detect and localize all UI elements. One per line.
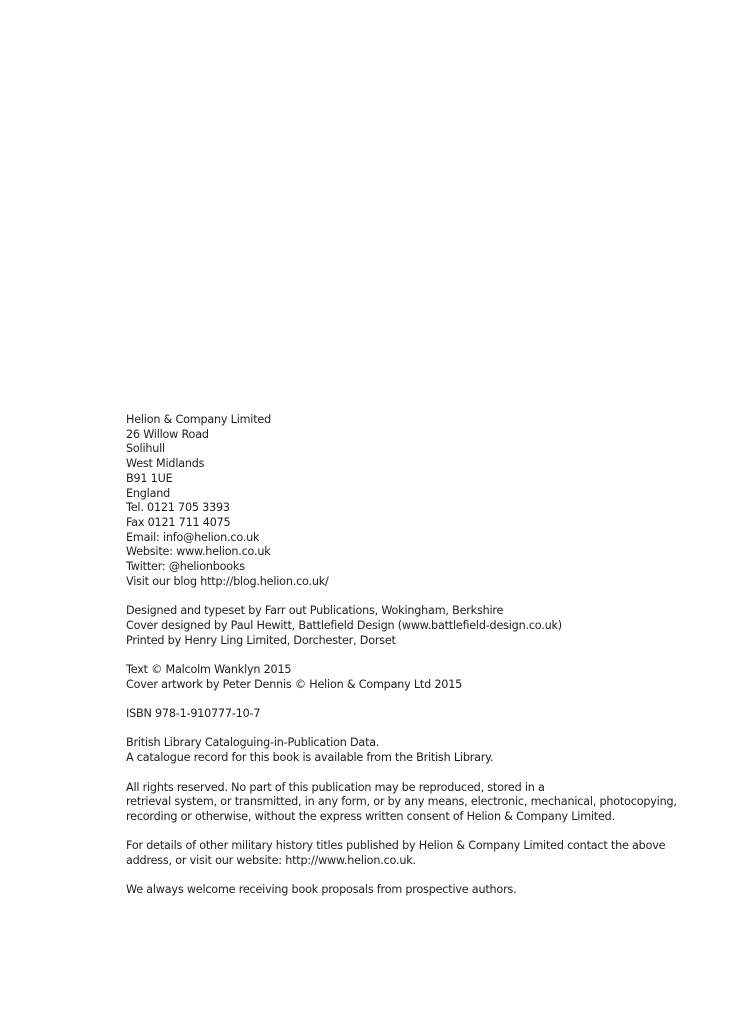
rights-line: recording or otherwise, without the express written consent of Helion & Company Limited.	[126, 809, 615, 823]
address-line: Solihull	[126, 442, 165, 456]
address-line: West Midlands	[126, 457, 205, 471]
details-line: For details of other military history titles published by Helion & Company Limited contact the above	[126, 839, 666, 853]
proposals-line: We always welcome receiving book proposals from prospective authors.	[126, 883, 517, 897]
cip-block	[126, 736, 686, 765]
details-line: address, or visit our website: http://www.helion.co.uk.	[126, 854, 416, 867]
proposals-block	[126, 883, 686, 898]
printer-credit: Printed by Henry Ling Limited, Dorchester, Dorset	[126, 633, 396, 647]
rights-line: retrieval system, or transmitted, in any form, or by any means, electronic, mechanical, photocopying,	[126, 795, 677, 809]
address-line: England	[126, 486, 171, 500]
text-copyright: Text © Malcolm Wanklyn 2015	[126, 662, 292, 676]
address-line: B91 1UE	[126, 471, 173, 485]
cover-artwork-copyright: Cover artwork by Peter Dennis © Helion & Company Ltd 2015	[126, 677, 463, 691]
rights-line: All rights reserved. No part of this publication may be reproduced, stored in a	[126, 780, 545, 794]
cover-designer-credit: Cover designed by Paul Hewitt, Battlefield Design (www.battlefield-design.co.uk)	[126, 618, 562, 632]
imprint-text	[126, 413, 686, 913]
address-line: 26 Willow Road	[126, 427, 209, 441]
fax: Fax 0121 711 4075	[126, 515, 231, 529]
isbn-block	[126, 707, 686, 722]
email: Email: info@helion.co.uk	[126, 530, 260, 544]
isbn: ISBN 978-1-910777-10-7	[126, 707, 261, 721]
production-credits	[126, 604, 686, 648]
rights-block	[126, 781, 686, 825]
publisher-contact-block	[126, 413, 686, 589]
publisher-name: Helion & Company Limited	[126, 413, 271, 426]
cip-line: A catalogue record for this book is available from the British Library.	[126, 751, 494, 765]
website: Website: www.helion.co.uk	[126, 545, 271, 559]
cip-line: British Library Cataloguing-in-Publication Data.	[126, 736, 380, 750]
details-block	[126, 839, 686, 868]
telephone: Tel. 0121 705 3393	[126, 501, 230, 515]
twitter: Twitter: @helionbooks	[126, 560, 245, 574]
designer-credit: Designed and typeset by Farr out Publications, Wokingham, Berkshire	[126, 604, 504, 618]
blog: Visit our blog http://blog.helion.co.uk/	[126, 574, 329, 588]
copyright-notices	[126, 663, 686, 692]
